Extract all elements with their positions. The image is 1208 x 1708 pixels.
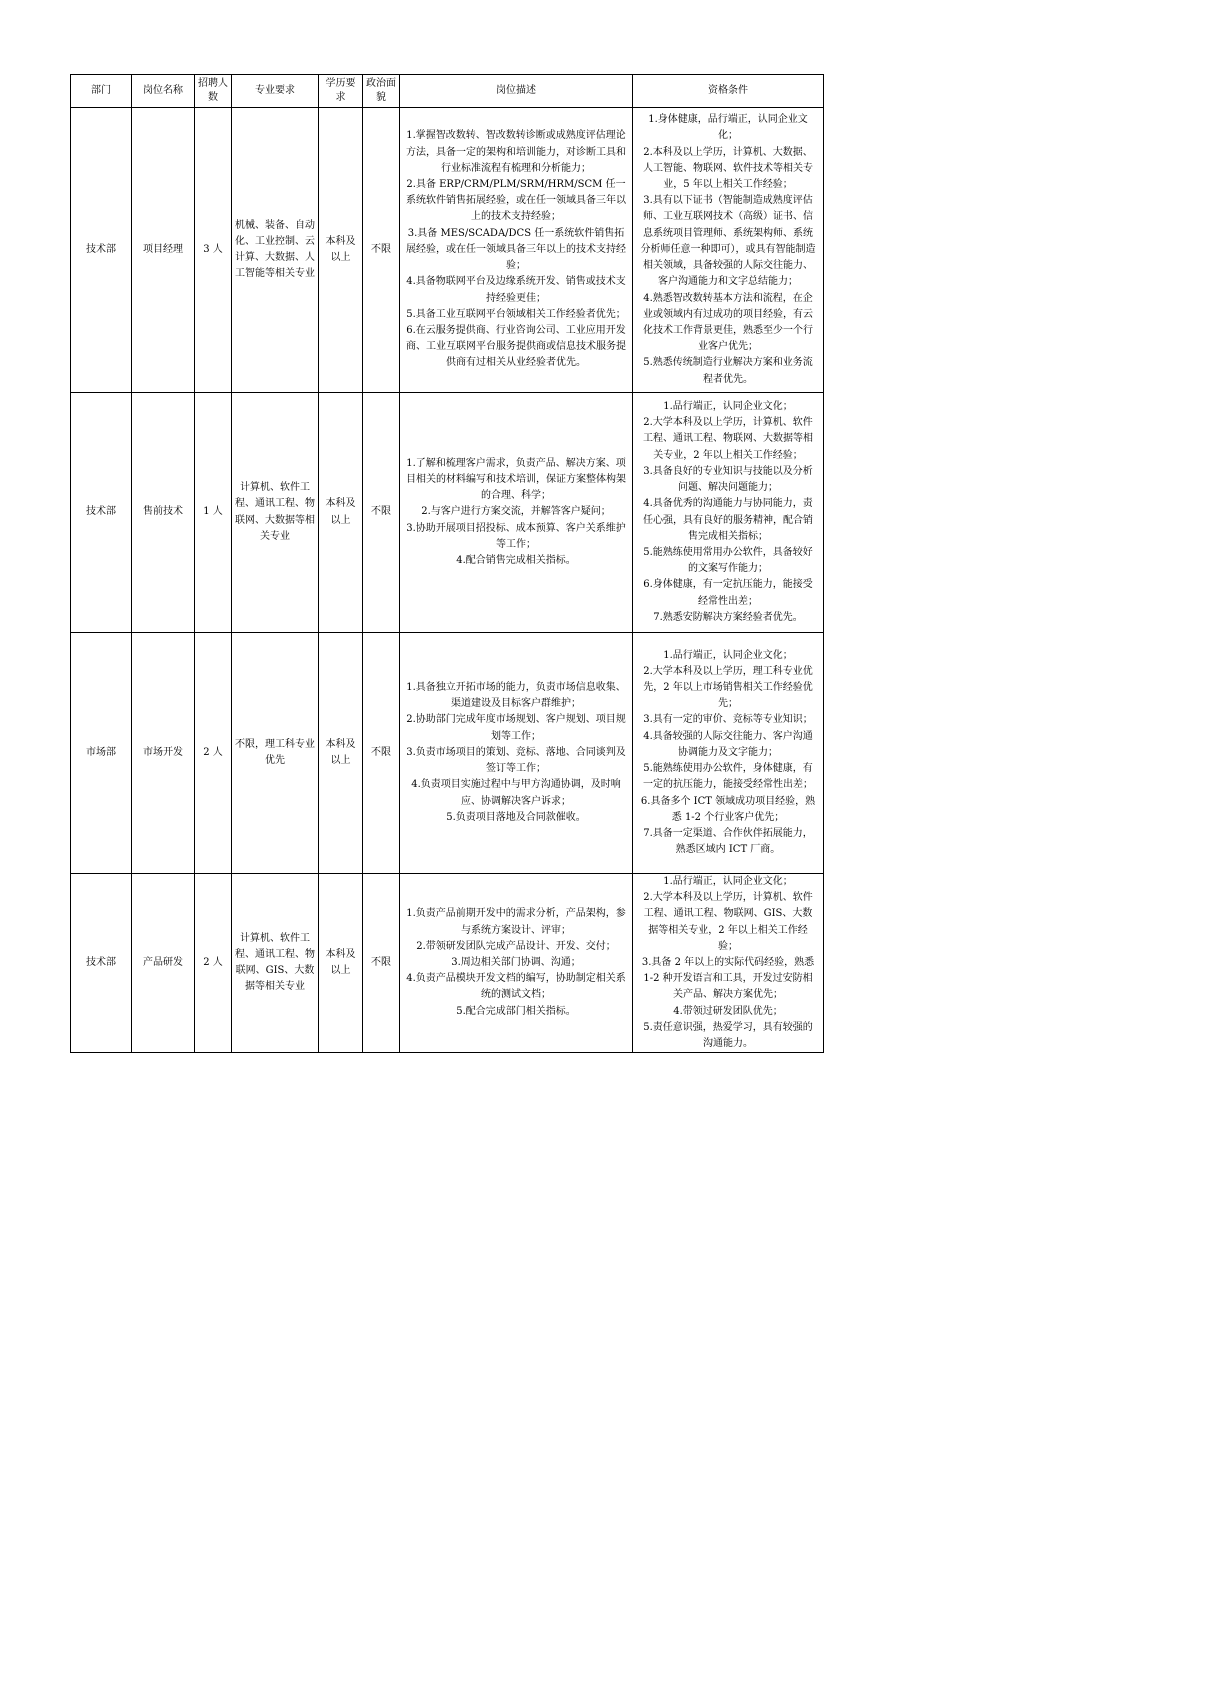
description-cell <box>400 393 633 633</box>
qualification-line: 1.品行端正，认同企业文化； <box>663 649 793 661</box>
description-line: 3.协助开展项目招投标、成本预算、客户关系维护等工作； <box>406 522 626 550</box>
dept-cell: 市场部 <box>71 633 132 874</box>
qualifications-cell <box>633 874 824 1053</box>
qualification-line: 5.熟悉传统制造行业解决方案和业务流程者优先。 <box>643 357 813 385</box>
description-line: 6.在云服务提供商、行业咨询公司、工业应用开发商、工业互联网平台服务提供商或信息技术服务提供商有过相关从业经验者优先。 <box>406 324 626 369</box>
qualification-line: 5.责任意识强，热爱学习，具有较强的沟通能力。 <box>643 1021 813 1050</box>
description-line: 5.配合完成部门相关指标。 <box>456 1005 576 1017</box>
table-row <box>71 393 824 633</box>
major-cell: 计算机、软件工程、通讯工程、物联网、大数据等相关专业 <box>232 393 319 633</box>
description-line: 3.周边相关部门协调、沟通； <box>451 957 581 969</box>
description-line: 5.负责项目落地及合同款催收。 <box>446 811 586 823</box>
qualification-line: 2.本科及以上学历，计算机、大数据、人工智能、物联网、软件技术等相关专业，5 年以上相关工作经验； <box>643 146 813 191</box>
qualifications-cell <box>633 393 824 633</box>
political-cell: 不限 <box>363 633 400 874</box>
qualification-line: 1.身体健康，品行端正，认同企业文化； <box>648 114 808 142</box>
qualification-line: 4.带领过研发团队优先； <box>673 1005 783 1017</box>
description-line: 4.具备物联网平台及边缘系统开发、销售或技术支持经验更佳； <box>406 276 626 304</box>
qualification-line: 3.具备良好的专业知识与技能以及分析问题、解决问题能力； <box>643 465 813 494</box>
description-line: 1.了解和梳理客户需求，负责产品、解决方案、项目相关的材料编写和技术培训，保证方案整体构架的合理、科学； <box>406 457 626 502</box>
dept-cell: 技术部 <box>71 393 132 633</box>
education-cell: 本科及以上 <box>319 633 363 874</box>
qualification-line: 5.能熟练使用办公软件，身体健康，有一定的抗压能力，能接受经常性出差； <box>643 763 813 791</box>
table-row <box>71 633 824 874</box>
qualification-line: 4.具备优秀的沟通能力与协同能力，责任心强，具有良好的服务精神，配合销售完成相关指标； <box>643 498 813 542</box>
description-line: 2.带领研发团队完成产品设计、开发、交付； <box>416 940 616 952</box>
count-cell: 2 人 <box>195 874 232 1053</box>
description-line: 3.负责市场项目的策划、竞标、落地、合同谈判及签订等工作； <box>406 746 626 775</box>
header-position: 岗位名称 <box>132 75 195 108</box>
major-cell: 计算机、软件工程、通讯工程、物联网、GIS、大数据等相关专业 <box>232 874 319 1053</box>
qualification-line: 7.熟悉安防解决方案经验者优先。 <box>653 611 803 623</box>
education-cell: 本科及以上 <box>319 874 363 1053</box>
major-cell: 机械、装备、自动化、工业控制、云计算、大数据、人工智能等相关专业 <box>232 108 319 393</box>
dept-cell: 技术部 <box>71 874 132 1053</box>
qualification-line: 3.具备 2 年以上的实际代码经验，熟悉 1-2 种开发语言和工具，开发过安防相关产品、解决方案优先； <box>641 957 815 1001</box>
description-line: 4.负责产品模块开发文档的编写，协助制定相关系统的测试文档； <box>406 973 626 1001</box>
description-line: 3.具备 MES/SCADA/DCS 任一系统软件销售拓展经验，或在任一领域具备三年以上的技术支持经验； <box>406 227 626 272</box>
dept-cell: 技术部 <box>71 108 132 393</box>
position-cell: 产品研发 <box>132 874 195 1053</box>
description-line: 2.与客户进行方案交流，并解答客户疑问； <box>421 506 611 518</box>
count-cell: 2 人 <box>195 633 232 874</box>
description-line: 4.配合销售完成相关指标。 <box>456 555 576 566</box>
position-cell: 售前技术 <box>132 393 195 633</box>
qualification-line: 4.熟悉智改数转基本方法和流程，在企业或领域内有过成功的项目经验，有云化技术工作背景更佳，熟悉至少一个行业客户优先； <box>643 292 813 353</box>
qualification-line: 3.具有以下证书（智能制造成熟度评估师、工业互联网技术（高级）证书、信息系统项目管理师、系统架构师、系统分析师任意一种即可），或具有智能制造相关领域，具备较强的人际交往能力、客户沟通能力和文字总结能力； <box>640 195 816 288</box>
header-description: 岗位描述 <box>400 75 633 108</box>
header-qualifications: 资格条件 <box>633 75 824 108</box>
job-recruitment-table <box>70 74 824 1053</box>
education-cell: 本科及以上 <box>319 108 363 393</box>
count-cell: 1 人 <box>195 393 232 633</box>
qualification-line: 3.具有一定的审价、竞标等专业知识； <box>643 714 813 726</box>
description-cell <box>400 874 633 1053</box>
political-cell: 不限 <box>363 874 400 1053</box>
header-row <box>71 75 824 108</box>
description-line: 4.负责项目实施过程中与甲方沟通协调，及时响应、协调解决客户诉求； <box>411 779 621 807</box>
description-line: 2.具备 ERP/CRM/PLM/SRM/HRM/SCM 任一系统软件销售拓展经验，或在任一领域具备三年以上的技术支持经验； <box>406 179 626 223</box>
qualification-line: 1.品行端正，认同企业文化； <box>663 876 793 887</box>
political-cell: 不限 <box>363 393 400 633</box>
qualification-line: 4.具备较强的人际交往能力、客户沟通协调能力及文字能力； <box>643 730 813 758</box>
qualification-line: 2.大学本科及以上学历，计算机、软件工程、通讯工程、物联网、GIS、大数据等相关专业，2 年以上相关工作经验； <box>643 892 813 952</box>
header-major: 专业要求 <box>232 75 319 108</box>
count-cell: 3 人 <box>195 108 232 393</box>
description-line: 1.负责产品前期开发中的需求分析，产品架构，参与系统方案设计、评审； <box>406 908 626 936</box>
position-cell: 市场开发 <box>132 633 195 874</box>
qualification-line: 5.能熟练使用常用办公软件，具备较好的文案写作能力； <box>643 546 813 575</box>
education-cell: 本科及以上 <box>319 393 363 633</box>
table-row <box>71 108 824 393</box>
header-education: 学历要求 <box>319 75 363 108</box>
description-line: 1.掌握智改数转、智改数转诊断或成熟度评估理论方法，具备一定的架构和培训能力，对诊断工具和行业标准流程有梳理和分析能力； <box>406 130 626 174</box>
qualification-line: 1.品行端正，认同企业文化； <box>663 401 793 413</box>
description-line: 5.具备工业互联网平台领域相关工作经验者优先； <box>406 308 626 320</box>
header-dept: 部门 <box>71 75 132 108</box>
qualification-line: 2.大学本科及以上学历，计算机、软件工程、通讯工程、物联网、大数据等相关专业，2 年以上相关工作经验； <box>643 417 813 461</box>
qualification-line: 7.具备一定渠道、合作伙伴拓展能力，熟悉区域内 ICT 厂商。 <box>643 827 813 856</box>
qualifications-cell <box>633 633 824 874</box>
qualification-line: 2.大学本科及以上学历，理工科专业优先，2 年以上市场销售相关工作经验优先； <box>643 665 813 710</box>
qualification-line: 6.具备多个 ICT 领域成功项目经验，熟悉 1-2 个行业客户优先； <box>640 795 816 823</box>
qualifications-cell <box>633 108 824 393</box>
description-line: 2.协助部门完成年度市场规划、客户规划、项目规划等工作； <box>406 714 626 742</box>
header-political: 政治面貌 <box>363 75 400 108</box>
position-cell: 项目经理 <box>132 108 195 393</box>
description-cell <box>400 108 633 393</box>
header-count: 招聘人数 <box>195 75 232 108</box>
major-cell: 不限，理工科专业优先 <box>232 633 319 874</box>
table-row <box>71 874 824 1053</box>
political-cell: 不限 <box>363 108 400 393</box>
description-cell <box>400 633 633 874</box>
qualification-line: 6.身体健康，有一定抗压能力，能接受经常性出差； <box>643 579 813 607</box>
description-line: 1.具备独立开拓市场的能力，负责市场信息收集、渠道建设及目标客户群维护； <box>406 682 626 710</box>
